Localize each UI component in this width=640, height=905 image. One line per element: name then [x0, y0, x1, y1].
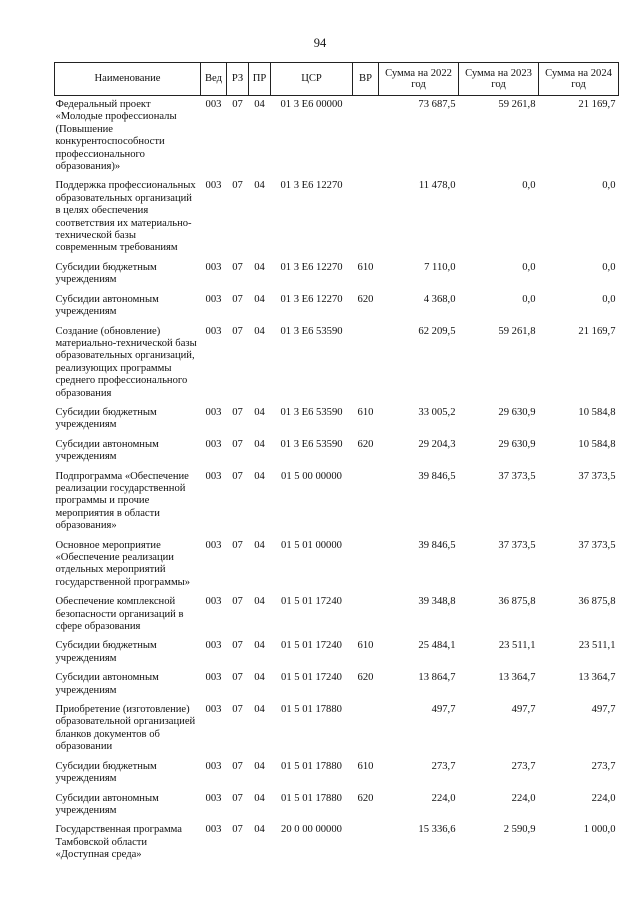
row-csr: 01 3 Е6 00000	[280, 99, 343, 110]
row-pr: 04	[254, 672, 265, 684]
row-pr: 04	[254, 792, 265, 804]
header-sum-2023: Сумма на 2023 год	[459, 63, 539, 96]
row-sum-2024: 0,0	[602, 293, 616, 305]
header-csr: ЦСР	[271, 63, 353, 96]
row-vr	[353, 821, 379, 865]
row-ved: 003	[205, 293, 222, 305]
row-ved: 003	[205, 824, 222, 836]
row-sum-2024: 21 169,7	[578, 99, 616, 110]
header-name: Наименование	[55, 63, 201, 96]
row-vr	[353, 593, 379, 637]
row-vr	[353, 177, 379, 258]
row-sum-2022: 273,7	[431, 760, 456, 772]
row-ved: 003	[205, 539, 222, 551]
header-vr: ВР	[353, 63, 379, 96]
row-rz: 07	[232, 261, 243, 273]
row-rz: 07	[232, 293, 243, 305]
row-sum-2022: 13 864,7	[418, 672, 456, 684]
table-body	[55, 96, 619, 866]
row-sum-2022: 39 846,5	[418, 539, 456, 551]
row-csr: 01 5 01 17880	[281, 760, 342, 772]
row-rz: 07	[232, 672, 243, 684]
row-csr: 01 3 Е6 53590	[280, 325, 343, 337]
row-name: Субсидии бюджетным учреждениям	[55, 261, 157, 286]
row-sum-2024: 21 169,7	[578, 325, 616, 337]
row-vr	[353, 537, 379, 594]
row-csr: 01 5 01 17240	[281, 596, 342, 608]
row-sum-2023: 37 373,5	[498, 470, 536, 482]
row-name: Поддержка профессиональных образовательных организаций в целях обеспечения соответствия их материально-технической базы современным требованиям	[55, 180, 196, 254]
row-sum-2023: 0,0	[522, 293, 536, 305]
row-ved: 003	[205, 470, 222, 482]
row-name: Субсидии автономным учреждениям	[55, 792, 159, 816]
row-sum-2023: 273,7	[511, 760, 536, 772]
row-csr: 01 5 01 17880	[281, 792, 342, 804]
row-sum-2024: 23 511,1	[578, 640, 616, 652]
row-csr: 01 3 Е6 12270	[280, 261, 343, 273]
row-sum-2023: 36 875,8	[498, 596, 536, 608]
row-rz: 07	[232, 438, 243, 450]
row-sum-2023: 224,0	[511, 792, 536, 804]
row-rz: 07	[232, 792, 243, 804]
row-sum-2022: 15 336,6	[418, 824, 456, 836]
row-rz: 07	[232, 760, 243, 772]
table-row	[55, 593, 619, 637]
row-name: Субсидии автономным учреждениям	[55, 438, 159, 463]
table-row	[55, 291, 619, 323]
table-row	[55, 468, 619, 537]
row-ved: 003	[205, 792, 222, 804]
row-vr: 620	[357, 438, 374, 450]
row-vr: 620	[357, 293, 374, 305]
row-pr: 04	[254, 99, 265, 110]
row-vr	[353, 701, 379, 758]
row-ved: 003	[205, 406, 222, 418]
table-row	[55, 537, 619, 594]
row-name: Федеральный проект «Молодые профессионалы (Повышение конкурентоспособности профессионального образования)»	[55, 99, 177, 173]
row-rz: 07	[232, 325, 243, 337]
row-vr: 610	[357, 261, 374, 273]
row-rz: 07	[232, 406, 243, 418]
row-vr: 610	[357, 760, 374, 772]
row-sum-2024: 10 584,8	[578, 406, 616, 418]
row-sum-2022: 4 368,0	[423, 293, 456, 305]
budget-table	[54, 62, 619, 866]
row-sum-2024: 13 364,7	[578, 672, 616, 684]
row-ved: 003	[205, 180, 222, 192]
row-ved: 003	[205, 99, 222, 110]
row-sum-2022: 39 846,5	[418, 470, 456, 482]
row-ved: 003	[205, 672, 222, 684]
table-row	[55, 669, 619, 701]
row-vr: 610	[357, 406, 374, 418]
row-name: Субсидии бюджетным учреждениям	[55, 406, 157, 431]
row-sum-2023: 0,0	[522, 261, 536, 273]
row-sum-2023: 29 630,9	[498, 438, 536, 450]
row-pr: 04	[254, 438, 265, 450]
table-row	[55, 259, 619, 291]
row-ved: 003	[205, 640, 222, 652]
row-name: Субсидии автономным учреждениям	[55, 293, 159, 318]
table-header	[55, 63, 619, 96]
row-sum-2023: 23 511,1	[498, 640, 536, 652]
row-rz: 07	[232, 470, 243, 482]
row-name: Субсидии бюджетным учреждениям	[55, 760, 157, 785]
row-pr: 04	[254, 325, 265, 337]
row-rz: 07	[232, 539, 243, 551]
row-pr: 04	[254, 261, 265, 273]
row-csr: 01 5 01 17240	[281, 640, 342, 652]
header-sum-2024: Сумма на 2024 год	[539, 63, 619, 96]
row-sum-2024: 497,7	[591, 704, 616, 716]
row-name: Основное мероприятие «Обеспечение реализации отдельных мероприятий государственной программы»	[55, 539, 191, 588]
row-pr: 04	[254, 704, 265, 716]
table-row	[55, 436, 619, 468]
row-sum-2023: 59 261,8	[498, 99, 536, 110]
row-sum-2023: 0,0	[522, 180, 536, 192]
row-pr: 04	[254, 640, 265, 652]
row-pr: 04	[254, 596, 265, 608]
row-name: Приобретение (изготовление) образовательной организацией бланков документов об образовании	[55, 704, 196, 753]
row-sum-2024: 0,0	[602, 261, 616, 273]
row-pr: 04	[254, 760, 265, 772]
row-name: Государственная программа Тамбовской области «Доступная среда»	[55, 824, 183, 861]
row-vr: 610	[357, 640, 374, 652]
row-sum-2022: 62 209,5	[418, 325, 456, 337]
header-rz: РЗ	[227, 63, 249, 96]
row-csr: 01 3 Е6 53590	[280, 438, 343, 450]
row-sum-2022: 7 110,0	[424, 261, 456, 273]
row-csr: 01 5 01 00000	[281, 539, 342, 551]
table-row	[55, 177, 619, 258]
row-sum-2024: 273,7	[591, 760, 616, 772]
row-csr: 01 5 00 00000	[281, 470, 342, 482]
table-row	[55, 821, 619, 865]
row-pr: 04	[254, 406, 265, 418]
row-name: Обеспечение комплексной безопасности организаций в сфере образования	[55, 596, 184, 633]
row-sum-2023: 13 364,7	[498, 672, 536, 684]
row-ved: 003	[205, 438, 222, 450]
row-pr: 04	[254, 470, 265, 482]
row-sum-2024: 224,0	[591, 792, 616, 804]
row-ved: 003	[205, 704, 222, 716]
table-row	[55, 637, 619, 669]
row-pr: 04	[254, 180, 265, 192]
row-sum-2023: 29 630,9	[498, 406, 536, 418]
row-vr	[353, 468, 379, 537]
row-sum-2024: 37 373,5	[578, 470, 616, 482]
row-sum-2024: 0,0	[602, 180, 616, 192]
row-ved: 003	[205, 596, 222, 608]
row-rz: 07	[232, 180, 243, 192]
row-sum-2022: 33 005,2	[418, 406, 456, 418]
row-csr: 01 3 Е6 53590	[280, 406, 343, 418]
header-ved: Вед	[201, 63, 227, 96]
row-pr: 04	[254, 539, 265, 551]
row-csr: 01 3 Е6 12270	[280, 293, 343, 305]
row-vr	[353, 96, 379, 178]
header-sum-2022: Сумма на 2022 год	[379, 63, 459, 96]
table-row	[55, 404, 619, 436]
table-row	[55, 323, 619, 404]
row-sum-2023: 2 590,9	[503, 824, 536, 836]
row-name: Подпрограмма «Обеспечение реализации государственной программы и прочие мероприятия в области образования»	[55, 470, 189, 532]
row-rz: 07	[232, 704, 243, 716]
row-sum-2024: 10 584,8	[578, 438, 616, 450]
row-sum-2022: 73 687,5	[418, 99, 456, 110]
row-vr	[353, 323, 379, 404]
row-csr: 01 3 Е6 12270	[280, 180, 343, 192]
row-vr: 620	[357, 672, 374, 684]
row-name: Создание (обновление) материально-технической базы образовательных организаций, реализующих программы среднего профессионального образования	[55, 325, 197, 399]
table-row	[55, 758, 619, 790]
row-pr: 04	[254, 824, 265, 836]
row-csr: 01 5 01 17880	[281, 704, 342, 716]
row-sum-2024: 37 373,5	[578, 539, 616, 551]
row-ved: 003	[205, 760, 222, 772]
row-rz: 07	[232, 824, 243, 836]
table-row	[55, 96, 619, 178]
row-name: Субсидии бюджетным учреждениям	[55, 640, 157, 664]
row-rz: 07	[232, 596, 243, 608]
row-csr: 01 5 01 17240	[281, 672, 342, 684]
row-sum-2022: 25 484,1	[418, 640, 456, 652]
row-ved: 003	[205, 261, 222, 273]
row-sum-2022: 497,7	[431, 704, 456, 716]
header-pr: ПР	[249, 63, 271, 96]
row-sum-2022: 39 348,8	[418, 596, 456, 608]
row-csr: 20 0 00 00000	[281, 824, 342, 836]
row-rz: 07	[232, 640, 243, 652]
row-sum-2022: 224,0	[431, 792, 456, 804]
row-sum-2024: 36 875,8	[578, 596, 616, 608]
row-sum-2023: 37 373,5	[498, 539, 536, 551]
row-sum-2022: 29 204,3	[418, 438, 456, 450]
row-sum-2022: 11 478,0	[418, 180, 456, 192]
row-pr: 04	[254, 293, 265, 305]
row-sum-2023: 59 261,8	[498, 325, 536, 337]
row-sum-2023: 497,7	[511, 704, 536, 716]
row-ved: 003	[205, 325, 222, 337]
table-row	[55, 701, 619, 758]
row-rz: 07	[232, 99, 243, 110]
table-row	[55, 790, 619, 822]
row-name: Субсидии автономным учреждениям	[55, 672, 159, 696]
page-number: 94	[313, 36, 327, 50]
row-sum-2024: 1 000,0	[583, 824, 616, 836]
row-vr: 620	[357, 792, 374, 804]
